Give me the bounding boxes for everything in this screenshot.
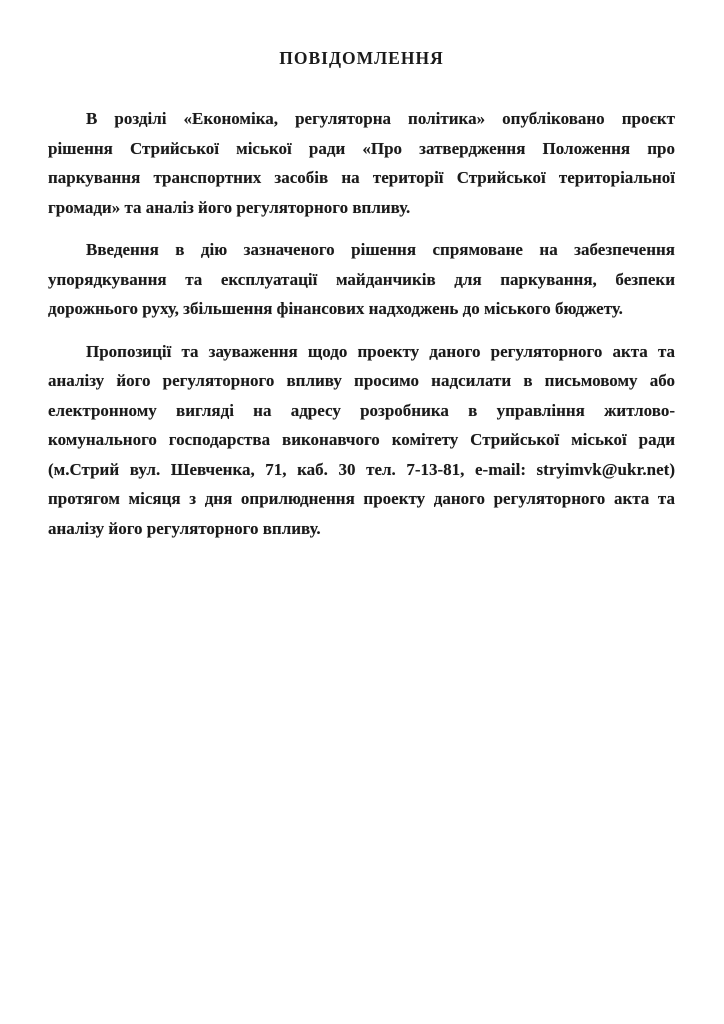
text-line: аналізу його регуляторного впливу просимо надсилати в письмовому або — [48, 371, 675, 390]
text-line: В розділі «Економіка, регуляторна політика» опубліковано проєкт — [86, 109, 675, 128]
text-line: упорядкування та експлуатації майданчиків для паркування, безпеки — [48, 269, 675, 289]
paragraph-2 — [48, 235, 675, 324]
text-line-contact: (м.Стрий вул. Шевченка, 71, каб. 30 тел. 7-13-81, e-mail: stryimvk@ukr.net) — [48, 459, 675, 479]
text-line: паркування транспортних засобів на території Стрийської територіальної — [48, 168, 675, 187]
text-line: комунального господарства виконавчого комітету Стрийської міської ради — [48, 430, 675, 449]
text-line: Введення в дію зазначеного рішення спрямоване на забезпечення — [86, 240, 675, 259]
text-line: громади» та аналіз його регуляторного впливу. — [48, 197, 411, 217]
paragraph-3 — [48, 337, 675, 544]
text-line: рішення Стрийської міської ради «Про затвердження Положення про — [48, 138, 675, 158]
document-title: ПОВІДОМЛЕННЯ — [279, 48, 444, 68]
text-line: електронному вигляді на адресу розробника в управління житлово- — [48, 400, 675, 420]
text-line: протягом місяця з дня оприлюднення проекту даного регуляторного акта та — [48, 489, 675, 508]
text-line: аналізу його регуляторного впливу. — [48, 518, 321, 538]
paragraph-1 — [48, 104, 675, 222]
text-line: Пропозиції та зауваження щодо проекту даного регуляторного акта та — [86, 341, 675, 361]
text-line: дорожнього руху, збільшення фінансових надходжень до міського бюджету. — [48, 299, 623, 318]
